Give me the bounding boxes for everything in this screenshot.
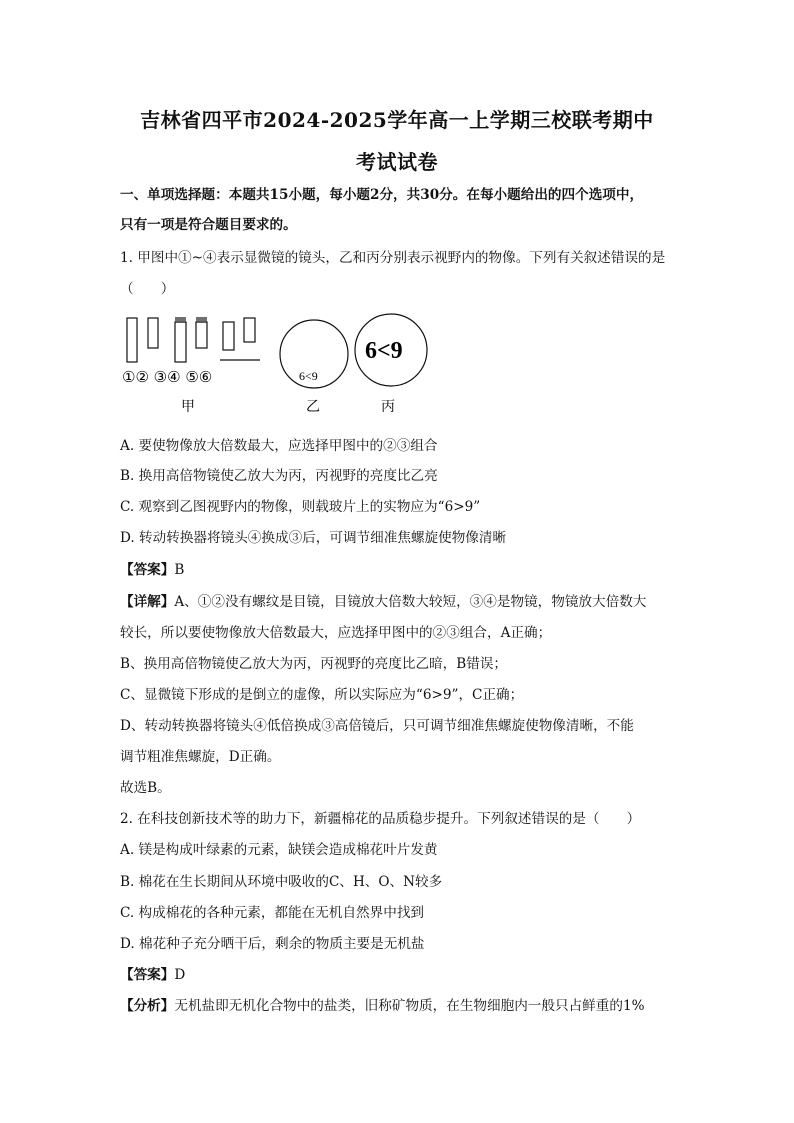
- lens-5: [223, 322, 234, 350]
- answer-value: B: [174, 562, 185, 578]
- q1-detail-line: 调节粗准焦螺旋，D正确。: [120, 749, 281, 765]
- caption-bing: 丙: [381, 399, 395, 415]
- q2-option-c: C. 构成棉花的各种元素，都能在无机自然界中找到: [120, 905, 425, 921]
- q1-option-d: D. 转动转换器将镜头④换成③后，可调节细准焦螺旋使物像清晰: [120, 530, 507, 546]
- q2-stem: 2. 在科技创新技术等的助力下，新疆棉花的品质稳步提升。下列叙述错误的是（ ）: [120, 811, 641, 827]
- lens-4-objective-short: [196, 322, 207, 348]
- caption-jia: 甲: [181, 399, 195, 415]
- q2-analysis: [120, 996, 680, 1016]
- q2-answer: [120, 965, 680, 985]
- detail-tag: 【详解】: [120, 594, 175, 610]
- q1-option-c: C. 观察到乙图视野内的物像，则载玻片上的实物应为“6>9”: [120, 499, 481, 515]
- q1-stem: 1. 甲图中①~④表示显微镜的镜头，乙和丙分别表示视野内的物像。下列有关叙述错误的是: [120, 250, 666, 266]
- q1-conclusion: 故选B。: [120, 780, 171, 796]
- analysis-tag: 【分析】: [120, 998, 175, 1014]
- lens-2-eyepiece-short: [148, 318, 158, 348]
- lens-3-objective-long: [175, 322, 186, 362]
- q1-answer: [120, 560, 680, 580]
- lens-labels: ①② ③④ ⑤⑥: [122, 368, 213, 386]
- page-title: 吉林省四平市2024-2025学年高一上学期三校联考期中: [140, 108, 654, 132]
- section-heading-line1: 一、单项选择题：本题共15小题，每小题2分，共30分。在每小题给出的四个选项中，: [120, 187, 644, 203]
- q1-detail-line: B、换用高倍物镜使乙放大为丙，丙视野的亮度比乙暗，B错误；: [120, 656, 508, 672]
- lens-6: [244, 318, 255, 342]
- answer-tag: 【答案】: [120, 562, 175, 578]
- detail-text: A、①②没有螺纹是目镜，目镜放大倍数大较短，③④是物镜，物镜放大倍数大: [174, 594, 647, 610]
- section-heading-line2: 只有一项是符合题目要求的。: [120, 217, 297, 233]
- bing-image-text: 6<9: [365, 338, 403, 364]
- q1-detail-line: [120, 592, 680, 612]
- microscope-figure: [118, 310, 438, 420]
- answer-tag: 【答案】: [120, 967, 175, 983]
- q1-detail-line: 较长，所以要使物像放大倍数最大，应选择甲图中的②③组合，A正确；: [120, 625, 552, 641]
- q1-stem-blank: （ ）: [120, 281, 175, 297]
- q1-option-b: B. 换用高倍物镜使乙放大为丙，丙视野的亮度比乙亮: [120, 468, 438, 484]
- q1-detail-line: C、显微镜下形成的是倒立的虚像，所以实际应为“6>9”，C正确；: [120, 687, 524, 703]
- caption-yi: 乙: [306, 399, 320, 415]
- q2-option-d: D. 棉花种子充分晒干后，剩余的物质主要是无机盐: [120, 936, 425, 952]
- q1-detail-line: D、转动转换器将镜头④低倍换成③高倍镜后，只可调节细准焦螺旋使物像清晰，不能: [120, 718, 634, 734]
- lens-1-eyepiece-long: [127, 318, 137, 362]
- analysis-text: 无机盐即无机化合物中的盐类，旧称矿物质，在生物细胞内一般只占鲜重的1%: [174, 998, 645, 1014]
- q2-option-b: B. 棉花在生长期间从环境中吸收的C、H、O、N较多: [120, 874, 443, 890]
- q2-option-a: A. 镁是构成叶绿素的元素，缺镁会造成棉花叶片发黄: [120, 842, 438, 858]
- yi-image-text: 6<9: [299, 369, 318, 383]
- answer-value: D: [174, 967, 186, 983]
- page-subtitle: 考试试卷: [356, 150, 438, 174]
- q1-option-a: A. 要使物像放大倍数最大，应选择甲图中的②③组合: [120, 438, 438, 454]
